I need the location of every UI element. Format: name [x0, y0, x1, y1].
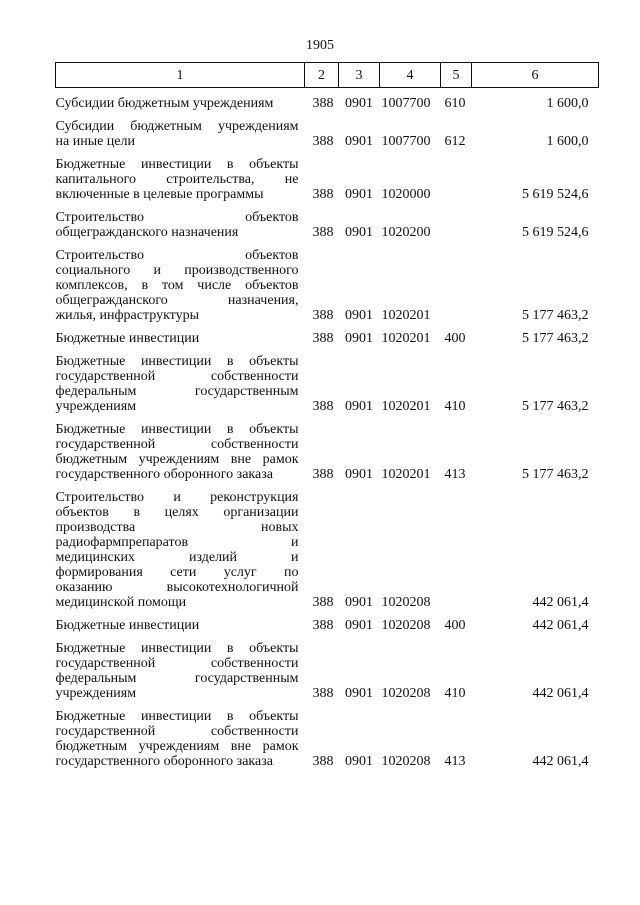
expense-item-name-line: Субсидии бюджетным учреждениям — [55, 119, 299, 134]
column-header-2: 2 — [305, 63, 339, 88]
expense-item-name-line: радиофармпрепаратов и — [55, 535, 299, 550]
ministry-code: 388 — [312, 595, 334, 610]
expense-item-name-line: социального и производственного — [55, 263, 299, 278]
section-code: 0901 — [345, 686, 373, 701]
expense-item-name-line: на иные цели — [55, 134, 135, 149]
table-body — [56, 88, 599, 770]
expense-item-name-line: бюджетным учреждениям вне рамок — [55, 739, 299, 754]
table-row — [56, 149, 599, 202]
target-article-code: 1020201 — [381, 331, 431, 346]
target-article-code: 1020000 — [381, 187, 431, 202]
expense-item-name-line: Бюджетные инвестиции в объекты — [55, 641, 299, 656]
section-code: 0901 — [345, 467, 373, 482]
amount-value: 5 177 463,2 — [522, 331, 589, 346]
expense-type-code — [441, 240, 472, 323]
target-article-code: 1020201 — [381, 308, 431, 323]
table-row — [56, 701, 599, 769]
expense-item-name-line: Бюджетные инвестиции в объекты — [55, 157, 299, 172]
target-article-code: 1007700 — [381, 96, 431, 111]
column-header-3: 3 — [339, 63, 380, 88]
expense-item-name-line: оказанию высокотехнологичной — [55, 580, 299, 595]
expense-item-name-line: медицинской помощи — [55, 595, 187, 610]
expense-item-name-line: бюджетным учреждениям вне рамок — [55, 452, 299, 467]
expense-item-name-line: объектов в целях организации — [55, 505, 299, 520]
target-article-code: 1020201 — [381, 399, 431, 414]
expense-item-name — [56, 149, 305, 202]
page-number: 1905 — [306, 38, 334, 53]
amount-value: 1 600,0 — [546, 134, 589, 149]
amount-value: 5 619 524,6 — [522, 225, 589, 240]
expense-item-name-line: Бюджетные инвестиции в объекты — [55, 354, 299, 369]
amount-value: 442 061,4 — [532, 686, 589, 701]
table-row — [56, 88, 599, 112]
table-header — [56, 63, 599, 88]
amount-value: 442 061,4 — [532, 595, 589, 610]
budget-table — [55, 62, 599, 769]
amount-value: 5 177 463,2 — [522, 308, 589, 323]
expense-type-code — [441, 202, 472, 240]
target-article-code: 1020200 — [381, 225, 431, 240]
table-row — [56, 202, 599, 240]
expense-item-name-line: государственной собственности — [55, 656, 299, 671]
ministry-code: 388 — [312, 187, 334, 202]
amount-value: 5 619 524,6 — [522, 187, 589, 202]
expense-item-name — [56, 323, 305, 346]
expense-item-name-line: государственного оборонного заказа — [55, 754, 273, 769]
expense-type-code — [441, 482, 472, 610]
expense-type-code: 610 — [444, 96, 466, 111]
expense-item-name-line: общегражданского назначения — [55, 225, 239, 240]
expense-item-name-line: общегражданского назначения, — [55, 293, 299, 308]
expense-item-name — [56, 701, 305, 769]
amount-value: 5 177 463,2 — [522, 399, 589, 414]
ministry-code: 388 — [312, 686, 334, 701]
expense-item-name — [56, 202, 305, 240]
expense-item-name-line: жилья, инфраструктуры — [55, 308, 200, 323]
expense-item-name — [56, 633, 305, 701]
expense-item-name — [56, 414, 305, 482]
section-code: 0901 — [345, 618, 373, 633]
expense-item-name-line: учреждениям — [55, 399, 137, 414]
expense-item-name-line: включенные в целевые программы — [55, 187, 264, 202]
expense-item-name-line: медицинских изделий и — [55, 550, 299, 565]
expense-type-code: 413 — [444, 467, 466, 482]
expense-item-name — [56, 610, 305, 633]
section-code: 0901 — [345, 134, 373, 149]
table-row — [56, 346, 599, 414]
section-code: 0901 — [345, 331, 373, 346]
expense-item-name-line: федеральным государственным — [55, 384, 299, 399]
expense-item-name-line: капитального строительства, не — [55, 172, 299, 187]
expense-item-name — [56, 240, 305, 323]
target-article-code: 1020201 — [381, 467, 431, 482]
expense-item-name-line: государственной собственности — [55, 369, 299, 384]
expense-item-name — [56, 482, 305, 610]
expense-type-code: 410 — [444, 399, 466, 414]
section-code: 0901 — [345, 96, 373, 111]
section-code: 0901 — [345, 225, 373, 240]
section-code: 0901 — [345, 595, 373, 610]
column-header-4: 4 — [380, 63, 441, 88]
table-row — [56, 633, 599, 701]
expense-type-code: 410 — [444, 686, 466, 701]
table-row — [56, 111, 599, 149]
section-code: 0901 — [345, 187, 373, 202]
expense-item-name-line: федеральным государственным — [55, 671, 299, 686]
section-code: 0901 — [345, 399, 373, 414]
expense-item-name-line: Строительство объектов — [55, 210, 299, 225]
table-row — [56, 323, 599, 346]
expense-item-name — [56, 111, 305, 149]
expense-item-name-line: государственной собственности — [55, 724, 299, 739]
column-header-6: 6 — [472, 63, 599, 88]
column-header-5: 5 — [441, 63, 472, 88]
table-row — [56, 610, 599, 633]
ministry-code: 388 — [312, 754, 334, 769]
ministry-code: 388 — [312, 467, 334, 482]
expense-type-code: 400 — [444, 618, 466, 633]
ministry-code: 388 — [312, 225, 334, 240]
expense-type-code: 400 — [444, 331, 466, 346]
expense-item-name — [56, 346, 305, 414]
ministry-code: 388 — [312, 308, 334, 323]
target-article-code: 1020208 — [381, 686, 431, 701]
amount-value: 442 061,4 — [532, 618, 589, 633]
expense-type-code: 612 — [444, 134, 466, 149]
expense-type-code: 413 — [444, 754, 466, 769]
section-code: 0901 — [345, 308, 373, 323]
expense-item-name — [56, 88, 305, 112]
target-article-code: 1007700 — [381, 134, 431, 149]
expense-item-name-line: Бюджетные инвестиции — [55, 331, 200, 346]
expense-item-name-line: государственного оборонного заказа — [55, 467, 273, 482]
header-row — [56, 63, 599, 88]
ministry-code: 388 — [312, 134, 334, 149]
target-article-code: 1020208 — [381, 618, 431, 633]
expense-type-code — [441, 149, 472, 202]
expense-item-name-line: формирования сети услуг по — [55, 565, 299, 580]
expense-item-name-line: Строительство объектов — [55, 248, 299, 263]
expense-item-name-line: Бюджетные инвестиции в объекты — [55, 709, 299, 724]
ministry-code: 388 — [312, 618, 334, 633]
amount-value: 5 177 463,2 — [522, 467, 589, 482]
expense-item-name-line: Субсидии бюджетным учреждениям — [55, 96, 274, 111]
expense-item-name-line: Бюджетные инвестиции — [55, 618, 200, 633]
column-header-1: 1 — [56, 63, 305, 88]
ministry-code: 388 — [312, 96, 334, 111]
table-row — [56, 482, 599, 610]
target-article-code: 1020208 — [381, 595, 431, 610]
expense-item-name-line: учреждениям — [55, 686, 137, 701]
amount-value: 1 600,0 — [546, 96, 589, 111]
target-article-code: 1020208 — [381, 754, 431, 769]
table-row — [56, 240, 599, 323]
expense-item-name-line: производства новых — [55, 520, 299, 535]
table-row — [56, 414, 599, 482]
section-code: 0901 — [345, 754, 373, 769]
ministry-code: 388 — [312, 331, 334, 346]
expense-item-name-line: Строительство и реконструкция — [55, 490, 299, 505]
ministry-code: 388 — [312, 399, 334, 414]
expense-item-name-line: государственной собственности — [55, 437, 299, 452]
expense-item-name-line: комплексов, в том числе объектов — [55, 278, 299, 293]
expense-item-name-line: Бюджетные инвестиции в объекты — [55, 422, 299, 437]
amount-value: 442 061,4 — [532, 754, 589, 769]
